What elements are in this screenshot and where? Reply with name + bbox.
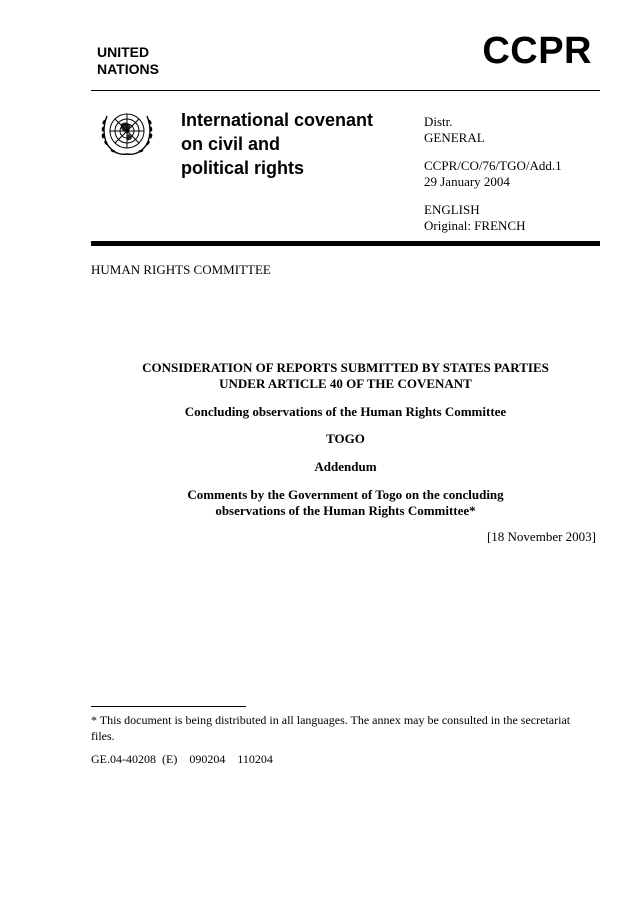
un-emblem-icon [97,104,157,162]
heading-line-1: CONSIDERATION OF REPORTS SUBMITTED BY STATES PARTIES [142,360,549,375]
title-line-3: political rights [181,158,305,178]
document-date: 29 January 2004 [424,174,510,189]
subheading-text: Concluding observations of the Human Rights Committee [184,404,507,419]
country-text: TOGO [326,431,365,446]
heading-line-2: UNDER ARTICLE 40 OF THE COVENANT [219,376,472,391]
covenant-title [181,108,373,180]
main-heading [91,360,600,392]
distr-label: Distr. [424,114,453,129]
comments-heading [91,487,600,519]
header-divider [91,90,600,91]
distr-general: GENERAL [424,130,485,145]
document-code: CCPR [482,30,592,72]
addendum-label [91,459,600,475]
received-date: [18 November 2003] [486,529,596,544]
country-name [91,431,600,447]
organization-name [97,44,159,78]
document-language: ENGLISH [424,202,480,217]
document-number: GE.04-40208 (E) 090204 110204 [91,752,273,766]
subheading [91,404,600,420]
footnote-divider [91,706,246,707]
org-line-1: UNITED [97,44,150,60]
title-line-2: on civil and [181,134,281,154]
thick-divider [91,241,600,246]
committee-name: HUMAN RIGHTS COMMITTEE [91,262,271,277]
footnote-text: * This document is being distributed in all languages. The annex may be consulted in the secretariat files. [91,713,571,743]
addendum-text: Addendum [314,459,377,474]
distribution-block [424,114,562,234]
original-language: Original: FRENCH [424,218,526,233]
title-line-1: International covenant [181,110,374,130]
comments-line-1: Comments by the Government of Togo on the concluding [187,487,504,502]
document-symbol: CCPR/CO/76/TGO/Add.1 [424,158,562,173]
org-line-2: NATIONS [97,61,159,77]
comments-line-2: observations of the Human Rights Committee* [215,503,476,518]
